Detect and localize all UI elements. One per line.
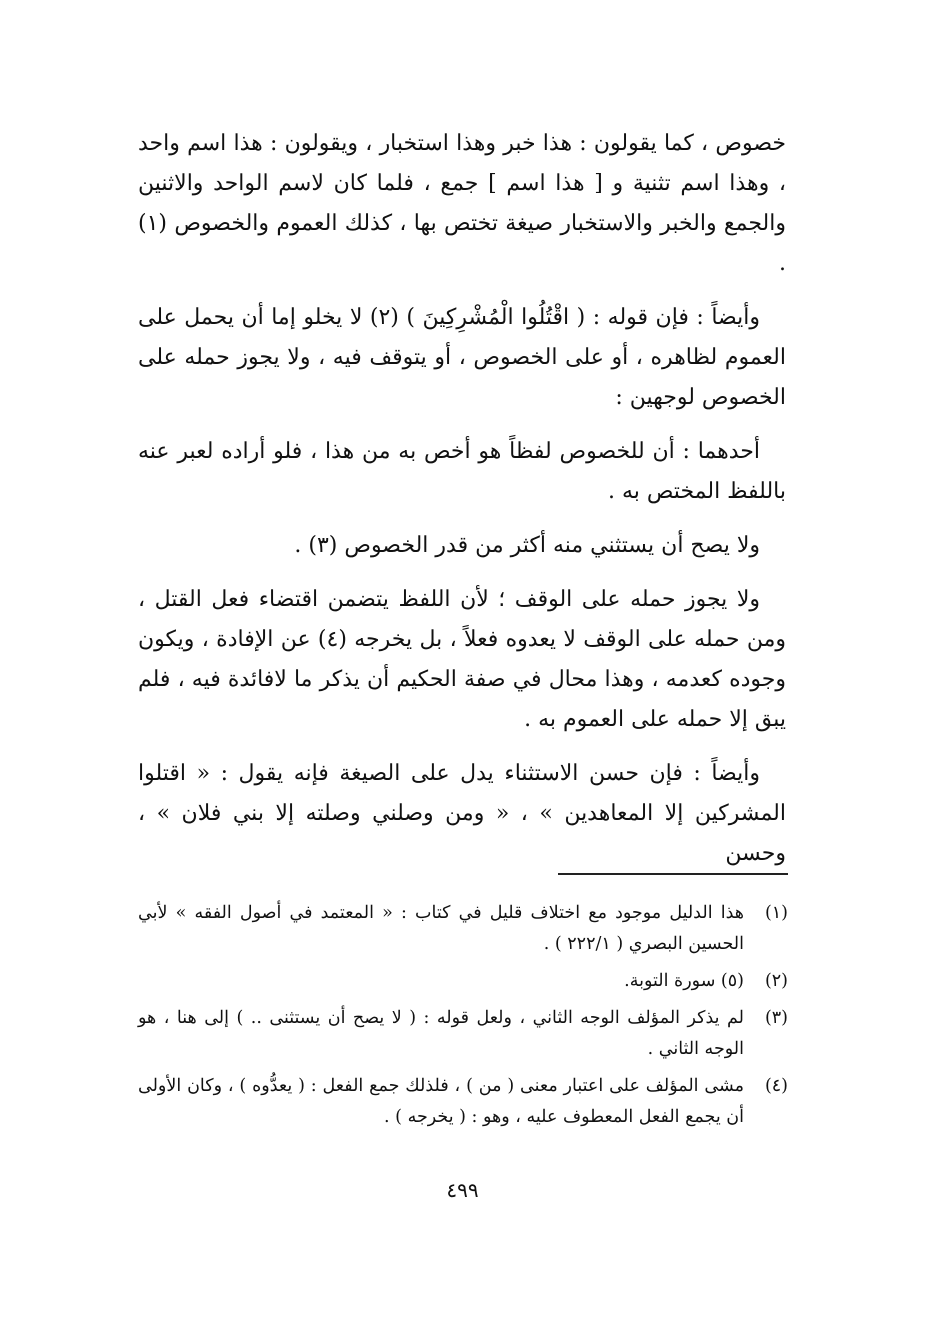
- footnote-number: (٤): [764, 1076, 788, 1096]
- footnote: [138, 1003, 788, 1065]
- footnote-text: مشى المؤلف على اعتبار معنى ( من ) ، فلذلك جمع الفعل : ( يعدُّوه ) ، وكان الأولى أن يجمع الفعل المعطوف عليه ، وهو : ( يخرجه ) .: [138, 1076, 744, 1127]
- main-text-block: [138, 124, 786, 888]
- paragraph-5: ولا يجوز حمله على الوقف ؛ لأن اللفظ يتضمن اقتضاء فعل القتل ، ومن حمله على الوقف لا يعدوه فعلاً ، بل يخرجه (٤) عن الإفادة ، ويكون وجوده كعدمه ، وهذا محال في صفة الحكيم أن يذكر ما لافائدة فيه ، فلم يبق إلا حمله على العموم به .: [138, 587, 787, 732]
- footnote: [138, 898, 788, 960]
- paragraph-4: ولا يصح أن يستثني منه أكثر من قدر الخصوص (٣) .: [294, 533, 760, 558]
- page-number: ٤٩٩: [446, 1178, 479, 1202]
- paragraph-1: خصوص ، كما يقولون : هذا خبر وهذا استخبار ، ويقولون : هذا اسم واحد ، وهذا اسم تثنية و [ هذا اسم ] جمع ، فلما كان لاسم الواحد والاثنين والجمع والخبر والاستخبار صيغة تختص بها ، كذلك العموم والخصوص (١) .: [138, 131, 786, 276]
- footnote-number: (٢): [764, 971, 788, 991]
- footnote-text: هذا الدليل موجود مع اختلاف قليل في كتاب : « المعتمد في أصول الفقه » لأبي الحسين البصري ( ٢٢٢/١ ) .: [138, 903, 744, 954]
- footnote-number: (٣): [764, 1008, 788, 1028]
- footnote: [138, 1071, 788, 1133]
- paragraph-3: أحدهما : أن للخصوص لفظاً هو أخص به من هذا ، فلو أراده لعبر عنه باللفظ المختص به .: [138, 439, 786, 504]
- footnote-number: (١): [764, 903, 788, 923]
- footnote-divider: [558, 873, 788, 875]
- footnote-text: (٥) سورة التوبة.: [624, 971, 744, 991]
- paragraph-2: وأيضاً : فإن قوله : ( اقْتُلُوا الْمُشْرِكِينَ ) (٢) لا يخلو إما أن يحمل على العموم لظاهره ، أو على الخصوص ، أو يتوقف فيه ، ولا يجوز حمله على الخصوص لوجهين :: [138, 305, 786, 410]
- paragraph-6: وأيضاً : فإن حسن الاستثناء يدل على الصيغة فإنه يقول : « اقتلوا المشركين إلا المعاهدين » ، « ومن وصلني وصلته إلا بني فلان » ، وحسن: [138, 761, 786, 866]
- footnotes-block: [138, 898, 788, 1139]
- footnote-text: لم يذكر المؤلف الوجه الثاني ، ولعل قوله : ( لا يصح أن يستثنى .. ) إلى هنا ، هو الوجه الثاني .: [138, 1008, 744, 1059]
- footnote: [138, 966, 788, 997]
